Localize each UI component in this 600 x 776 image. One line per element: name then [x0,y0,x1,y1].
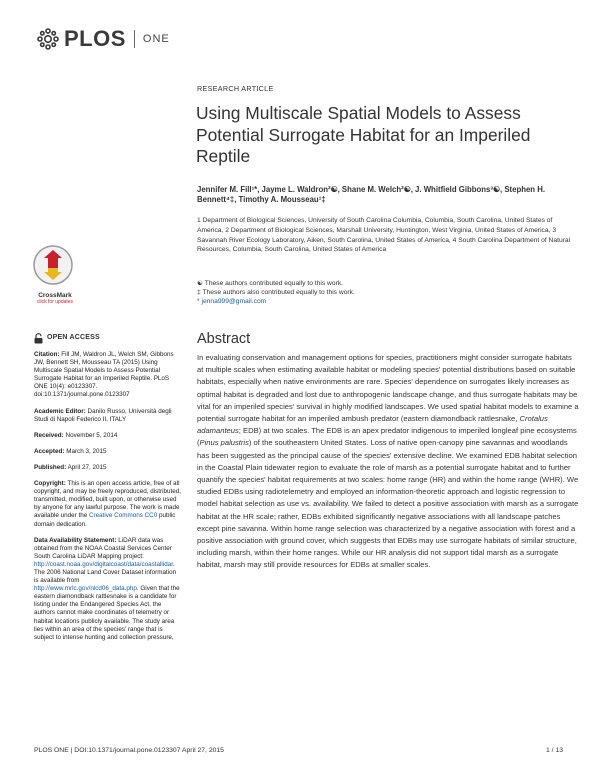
author-list: Jennifer M. Fill¹*, Jayme L. Waldron²☯, Shane M. Welch²☯, J. Whitfield Gibbons³☯, Stephen H. Bennett⁴‡, Timothy A. Mousseau¹‡ [197,185,546,205]
data-availability-text-3: . Given that the eastern diamondback rattlesnake is a candidate for listing under the Endangered Species Act, the authors cannot make coordinates of telemetry or habitat locations publicly available. The study area lies within an area of the species' range that is subject to intense hunting and collection pressure, [34,585,180,641]
crossmark-icon [32,244,74,286]
crossmark-badge[interactable] [32,244,78,305]
corresponding-email[interactable]: * jenna999@gmail.com [197,298,267,306]
open-lock-icon [34,333,43,344]
brand-name: PLOS [64,26,126,51]
copyright-block [34,480,182,529]
author-notes [197,279,577,307]
data-availability-text: LiDAR data was obtained from the NOAA Coastal Services Center South Carolina LiDAR Mapping project: [34,536,172,560]
nlcd-link[interactable]: http://www.mrlc.gov/nlcd06_data.php [34,585,137,593]
editor-label: Academic Editor: [34,407,86,415]
accepted-label: Accepted: [34,447,65,455]
abstract-part-3: ) of the southeastern United States. Loss of native open-canopy pine savannas and woodlands has been suggested as the principal cause of the species' extensive decline. We examined EDB habitat selection in the Coastal Plain tidewater region to evaluate the role of marsh as a potential surrogate habitat and to further quantify the species' habitat requirements at two scales: home range (HR) and within the home range (WHR). We studied EDBs using radiotelemetry and employed an information-theoretic approach and logistic regression to model habitat selection as use vs. availability. We failed to detect a positive association with marsh as a surrogate habitat at the HR scale; rather, EDBs exhibited significantly negative associations with all landscape patches except pine savanna. Within home range selection was characterized by a negative association with forest and a positive association with ground cover, which suggests that EDBs may use surrogate habitats of similar structure, including marsh, within their home ranges. While our HR analysis did not support tidal marsh as a surrogate habitat, marsh may still provide resources for EDBs at smaller scales. [197,438,579,570]
copyright-label: Copyright: [34,480,66,488]
crossmark-sublabel: click for updates [36,299,74,305]
affiliations: 1 Department of Biological Sciences, University of South Carolina Columbia, Columbia, South Carolina, United States of America, 2 Department of Biological Sciences, Marshall University, Huntington, West Virginia, United States of America, 3 Savannah River Ecology Laboratory, Aiken, South Carolina, United States of America, 4 South Carolina Department of Natural Resources, Columbia, South Carolina, United States of America [197,217,571,254]
article-sidebar [34,333,182,650]
also-contribution-note: ‡ These authors also contributed equally to this work. [197,289,355,297]
abstract-heading: Abstract [197,331,251,347]
received-label: Received: [34,431,64,439]
received-date: November 5, 2014 [65,431,118,439]
noaa-lidar-link[interactable]: http://coast.noaa.gov/digitalcoast/data/coastallidar [34,560,173,568]
article-type: RESEARCH ARTICLE [197,84,274,93]
editor-text: Danilo Russo, Università degli Studi di Napoli Federico II, ITALY [34,407,172,423]
footer-citation: PLOS ONE | DOI:10.1371/journal.pone.0123307 April 27, 2015 [34,747,224,754]
published-date: April 27, 2015 [67,463,107,471]
plos-flower-icon [36,27,60,51]
journal-logo[interactable] [36,24,170,54]
citation-block [34,351,182,400]
abstract-part-1: In evaluating conservation and management options for species, practitioners might consider surrogate habitats at multiple scales when estimating available habitat or modeling species' potential distributions based on suitable habitats, especially when native environments are rare. Species' dependence on surrogates likely increases as optimal habitat is degraded and lost due to anthropogenic landscape change, and thus surrogate habitats may be vital for an imperiled species' survival in highly modified landscapes. We used spatial habitat models to examine a potential surrogate habitat for an imperiled ambush predator (eastern diamondback rattlesnake, [197,353,579,424]
open-access-badge [34,333,182,344]
crossmark-label: CrossMark [38,292,72,299]
logo-divider [134,30,135,48]
abstract-part-2: ; EDB) at two scales. The EDB is an apex predator indigenous to imperiled longleaf pine ecosystems ( [197,426,577,448]
received-block [34,432,182,440]
copyright-text: This is an open access article, free of all copyright, and may be freely reproduced, distributed, transmitted, modified, built upon, or otherwise used by anyone for any lawful purpose. The work is made available under the [34,480,182,520]
data-availability-label: Data Availability Statement: [34,536,117,544]
accepted-date: March 3, 2015 [66,447,107,455]
open-access-label: OPEN ACCESS [47,334,100,342]
citation-text: Fill JM, Waldron JL, Welch SM, Gibbons JW, Bennett SH, Mousseau TA (2015) Using Multiscale Spatial Models to Assess Potential Surrogate Habitat for an Imperiled Reptile. PLoS ONE 10(4): e0123307. doi:10.1371/journal.pone.0123307 [34,351,174,399]
species-name: Crotalus adamanteus [197,414,548,436]
published-label: Published: [34,463,67,471]
data-availability-text-2: . The 2006 National Land Cover Dataset information is available from [34,560,177,585]
pine-species-name: Pinus palustris [199,438,249,448]
page-number: 1 / 13 [546,747,564,754]
cc0-link[interactable]: Creative Commons CC0 [88,512,158,520]
citation-label: Citation: [34,351,60,358]
published-block [34,464,182,472]
data-availability-block [34,537,182,642]
copyright-text-end: public domain dedication. [34,512,176,528]
editor-block [34,408,182,424]
equal-contribution-note: ☯ These authors contributed equally to this work. [197,280,344,287]
article-title: Using Multiscale Spatial Models to Assess Potential Surrogate Habitat for an Imperiled Reptile [196,103,531,167]
journal-name: ONE [142,33,170,45]
abstract-text [197,352,579,572]
accepted-block [34,448,182,456]
